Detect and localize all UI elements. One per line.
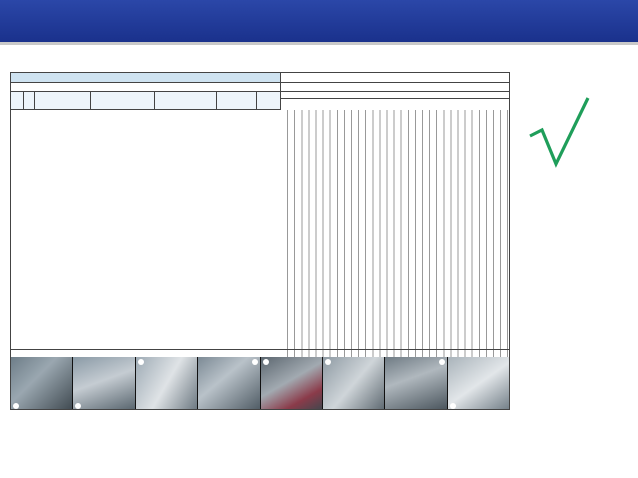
- maintenance-sheet: [10, 72, 510, 410]
- col-metod: [155, 92, 217, 110]
- checkmark-icon: [524, 92, 594, 172]
- col-akt-no: [11, 92, 24, 110]
- responsible-row: [281, 92, 509, 99]
- machine-photo: [385, 357, 447, 410]
- photo-number: [439, 359, 445, 365]
- col-no: [24, 92, 35, 110]
- sheet-heading: [11, 73, 281, 83]
- photo-number: [138, 359, 144, 365]
- photo-number: [252, 359, 258, 365]
- photo-number: [13, 403, 19, 409]
- month-label: [281, 83, 509, 92]
- machine-photo: [198, 357, 260, 410]
- col-durum: [257, 92, 281, 110]
- col-yeri: [35, 92, 91, 110]
- machine-photo: [11, 357, 73, 410]
- photo-number: [450, 403, 456, 409]
- photo-strip: [11, 357, 509, 410]
- machine-photo: [448, 357, 509, 410]
- photo-number: [325, 359, 331, 365]
- marking-legend: [281, 73, 509, 83]
- machine-photo: [261, 357, 323, 410]
- equipment-row: [11, 83, 281, 92]
- photo-number: [75, 403, 81, 409]
- col-arac: [217, 92, 257, 110]
- photo-number: [263, 359, 269, 365]
- machine-photo: [323, 357, 385, 410]
- slide-title: [0, 0, 638, 42]
- col-kriter: [91, 92, 155, 110]
- machine-photo: [73, 357, 135, 410]
- frequency-legend: [11, 349, 509, 357]
- machine-photo: [136, 357, 198, 410]
- title-divider: [0, 42, 638, 45]
